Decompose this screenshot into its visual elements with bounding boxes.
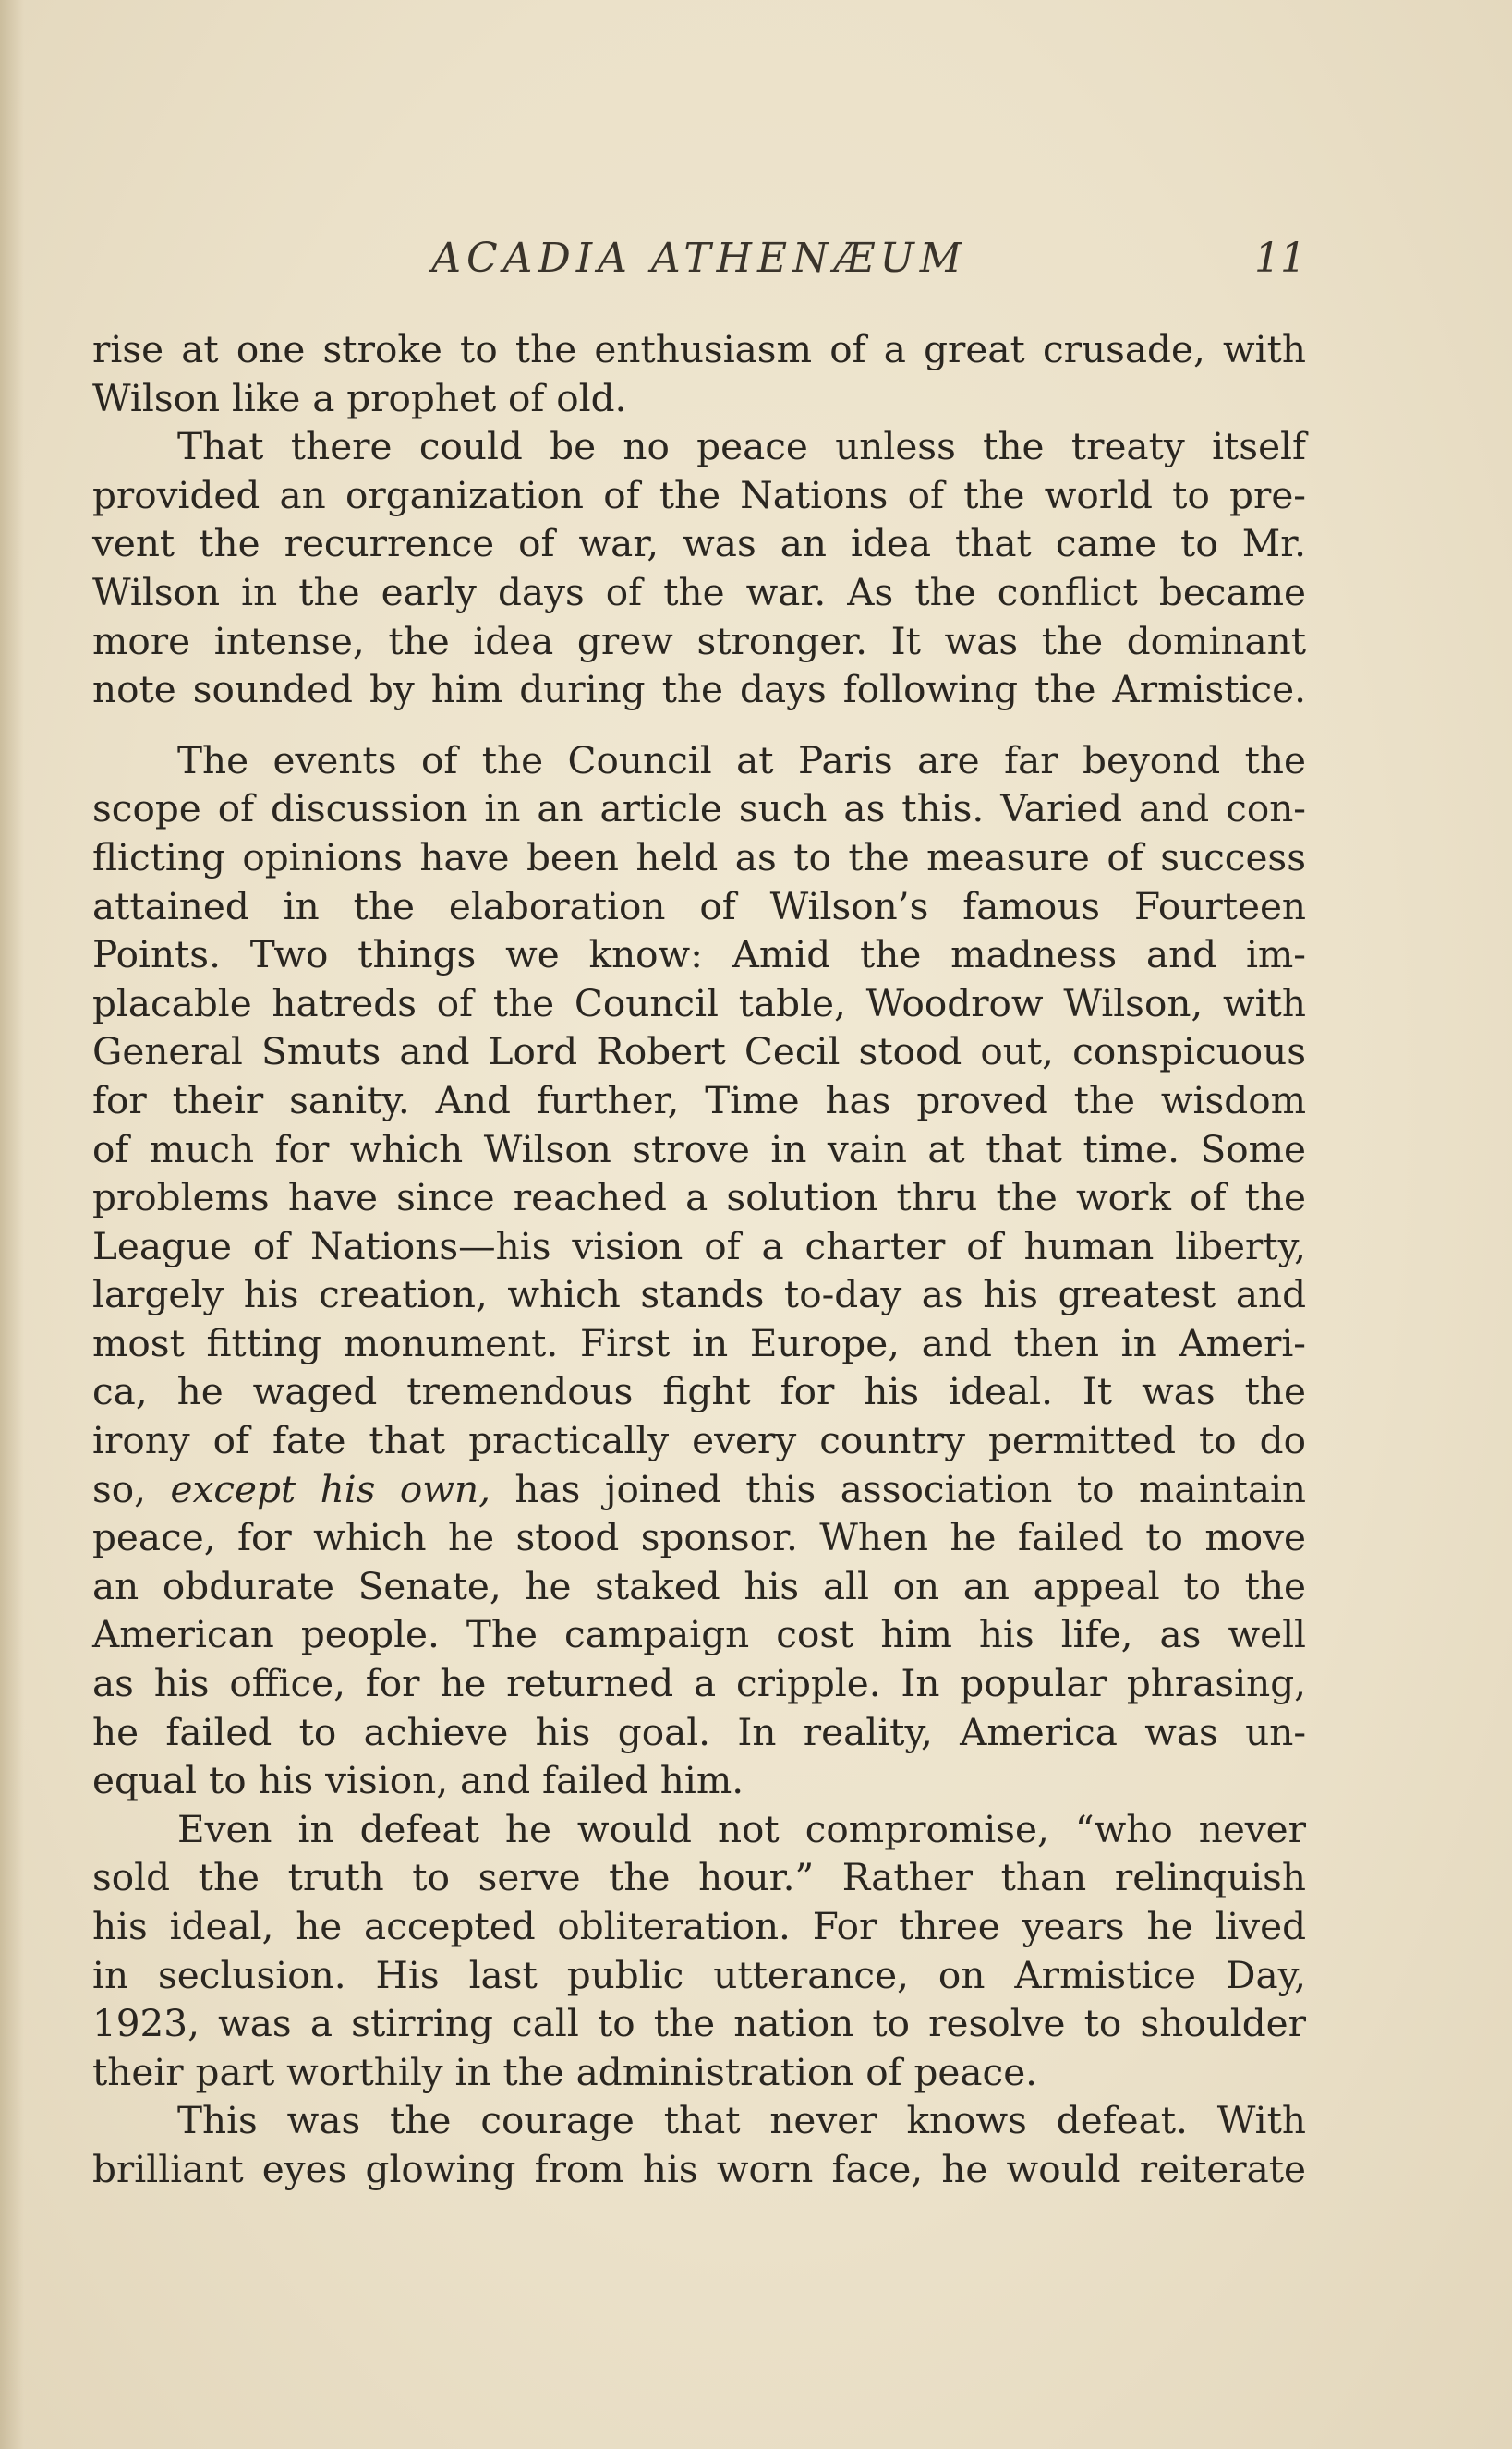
text-fragment: so,	[92, 1466, 171, 1511]
text-line: Points. Two things we know: Amid the madness and im-	[92, 932, 1306, 977]
text-line: This was the courage that never knows defeat. With	[177, 2098, 1306, 2143]
text-line: That there could be no peace unless the treaty itself	[177, 424, 1306, 469]
text-line: peace, for which he stood sponsor. When he failed to move	[92, 1515, 1306, 1560]
paragraph-gap	[92, 714, 1306, 736]
text-line: rise at one stroke to the enthusiasm of a great crusade, with	[92, 327, 1306, 371]
text-line: as his office, for he returned a cripple. In popular phrasing,	[92, 1661, 1306, 1706]
text-line: in seclusion. His last public utterance, on Armistice Day,	[92, 1952, 1306, 1997]
text-line: scope of discussion in an article such as this. Varied and con-	[92, 786, 1306, 831]
text-line: of much for which Wilson strove in vain at that time. Some	[92, 1126, 1306, 1171]
body-text	[92, 325, 1306, 2194]
running-head	[92, 235, 1306, 290]
page-number: 11	[1254, 235, 1306, 282]
text-line: provided an organization of the Nations of the world to pre-	[92, 472, 1306, 517]
text-line-with-italic	[92, 1465, 1306, 1514]
text-line: most fitting monument. First in Europe, and then in Ameri-	[92, 1320, 1306, 1365]
text-line: American people. The campaign cost him his life, as well	[92, 1612, 1306, 1657]
text-line: vent the recurrence of war, was an idea that came to Mr.	[92, 521, 1306, 566]
text-line: irony of fate that practically every country permitted to do	[92, 1418, 1306, 1463]
text-line: largely his creation, which stands to-day as his greatest and	[92, 1272, 1306, 1317]
italic-phrase: except his own,	[170, 1466, 490, 1511]
text-line: more intense, the idea grew stronger. It was the dominant	[92, 618, 1306, 663]
text-line: his ideal, he accepted obliteration. For three years he lived	[92, 1904, 1306, 1948]
text-line: note sounded by him during the days following the Armistice.	[92, 667, 1306, 712]
text-line: brilliant eyes glowing from his worn face, he would reiterate	[92, 2146, 1306, 2191]
text-line: 1923, was a stirring call to the nation to resolve to shoulder	[92, 2001, 1306, 2046]
text-line: their part worthily in the administration of peace.	[92, 2049, 1038, 2094]
text-line: for their sanity. And further, Time has proved the wisdom	[92, 1077, 1306, 1122]
text-line: he failed to achieve his goal. In reality, America was un-	[92, 1709, 1306, 1754]
text-line: attained in the elaboration of Wilson’s famous Fourteen	[92, 883, 1306, 928]
text-line: placable hatreds of the Council table, Woodrow Wilson, with	[92, 980, 1306, 1025]
text-line: problems have since reached a solution thru the work of the	[92, 1175, 1306, 1220]
text-line: Wilson in the early days of the war. As the conflict became	[92, 569, 1306, 614]
text-fragment: has joined this association to maintain	[490, 1466, 1306, 1511]
text-line: flicting opinions have been held as to the measure of success	[92, 834, 1306, 879]
text-line: an obdurate Senate, he staked his all on an appeal to the	[92, 1563, 1306, 1608]
text-line: sold the truth to serve the hour.” Rather than relinquish	[92, 1855, 1306, 1900]
text-line: General Smuts and Lord Robert Cecil stood out, conspicuous	[92, 1029, 1306, 1074]
text-line: Wilson like a prophet of old.	[92, 375, 627, 420]
text-line: League of Nations—his vision of a charter of human liberty,	[92, 1223, 1306, 1268]
running-title: ACADIA ATHENÆUM	[431, 235, 967, 282]
text-line: equal to his vision, and failed him.	[92, 1758, 744, 1803]
text-line: The events of the Council at Paris are far beyond the	[177, 737, 1306, 782]
spine-shadow	[0, 0, 24, 2449]
text-line: ca, he waged tremendous fight for his ideal. It was the	[92, 1369, 1306, 1414]
text-line: Even in defeat he would not compromise, “who never	[177, 1806, 1306, 1851]
